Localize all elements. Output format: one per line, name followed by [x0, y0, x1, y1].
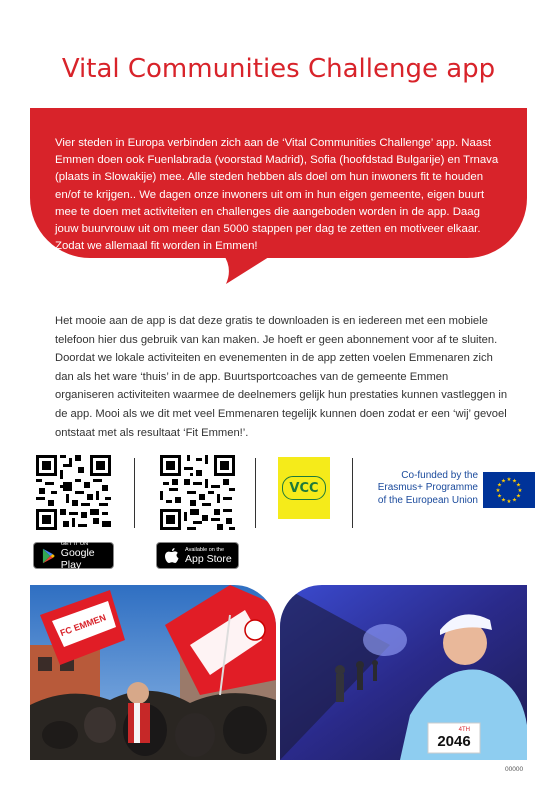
google-play-button[interactable] [33, 542, 114, 569]
app-store-button[interactable] [156, 542, 239, 569]
svg-text:★: ★ [506, 477, 512, 483]
page-title: Vital Communities Challenge app [61, 54, 496, 84]
photo-supporters-image [30, 585, 276, 760]
photo-runner-image [280, 585, 527, 760]
photo-supporters [30, 585, 276, 760]
body-text: Het mooie aan de app is dat deze gratis te downloaden is en iedereen met een mobiele telefoon hier dus gebruik van kan maken. Je hoeft er geen abonnement voor af te sluiten. Doordat we lokale activiteiten en evenementen in de app zetten voelen Emmenaren zich dan als het ware ‘thuis’ in de app. Buurtsportcoaches van de gemeente Emmen organiseren activiteiten waarmee de deelnemers gelijk hun prestaties kunnen vastleggen in de app. Mooi als we dit met veel Emmenaren tegelijk kunnen doen zodat er een ‘wij’ gevoel ontstaat met als resultaat ‘Fit Emmen!’. [55, 315, 508, 439]
page-number: 00000 [505, 766, 524, 773]
eu-line-2: Erasmus+ Programme [377, 482, 478, 494]
divider-2 [255, 458, 256, 528]
intro-text: Vier steden in Europa verbinden zich aan de ‘Vital Communities Challenge’ app. Naast Emmen doen ook Fuenlabrada (voorstad Madrid), Sofia (hoofdstad Bulgarije) en Trnava (plaats in Slowakije) mee. Alle steden hebben als doel om hun inwoners fit te houden en/of te krijgen.. We dagen onze inwoners uit om in hun eigen gemeente, eigen buurt mee te doen met activiteiten en challenges die aangeboden worden in de app. Daag jouw buurvrouw uit om meer dan 5000 stappen per dag te zetten en motiveer elkaar. Zodat we allemaal fit worden in Emmen! [55, 137, 499, 253]
eu-line-3: of the European Union [377, 494, 478, 506]
vcc-logo-text: VCC [282, 476, 326, 500]
app-store-label: App Store [185, 552, 232, 565]
svg-text:★: ★ [516, 493, 521, 500]
apple-icon [165, 548, 179, 564]
divider-1 [134, 458, 135, 528]
svg-text:★: ★ [506, 499, 512, 505]
svg-text:★: ★ [512, 478, 517, 485]
google-play-small: GET IT ON [60, 540, 89, 547]
svg-text:★: ★ [516, 482, 521, 489]
app-store-small: Available on the [185, 546, 225, 553]
qr-code-google-play[interactable] [36, 455, 111, 530]
qr-code-app-store[interactable] [160, 455, 235, 530]
bib-small: 4TH [458, 727, 470, 733]
bib-number: 2046 [437, 733, 471, 750]
svg-text:★: ★ [512, 497, 517, 504]
eu-funding-text [368, 470, 478, 507]
svg-text:★: ★ [497, 482, 502, 489]
google-play-icon [42, 548, 55, 564]
google-play-label: Google Play [60, 546, 95, 571]
svg-text:★: ★ [517, 488, 523, 494]
svg-text:★: ★ [495, 488, 501, 494]
photo-runner [280, 585, 527, 760]
flag-text: FC EMMEN [58, 612, 108, 639]
eu-flag-icon [483, 472, 535, 508]
svg-text:★: ★ [497, 493, 502, 500]
vcc-logo [278, 457, 330, 519]
divider-3 [352, 458, 353, 528]
svg-text:★: ★ [501, 478, 506, 485]
svg-text:★: ★ [501, 497, 506, 504]
eu-line-1: Co-funded by the [401, 470, 478, 481]
